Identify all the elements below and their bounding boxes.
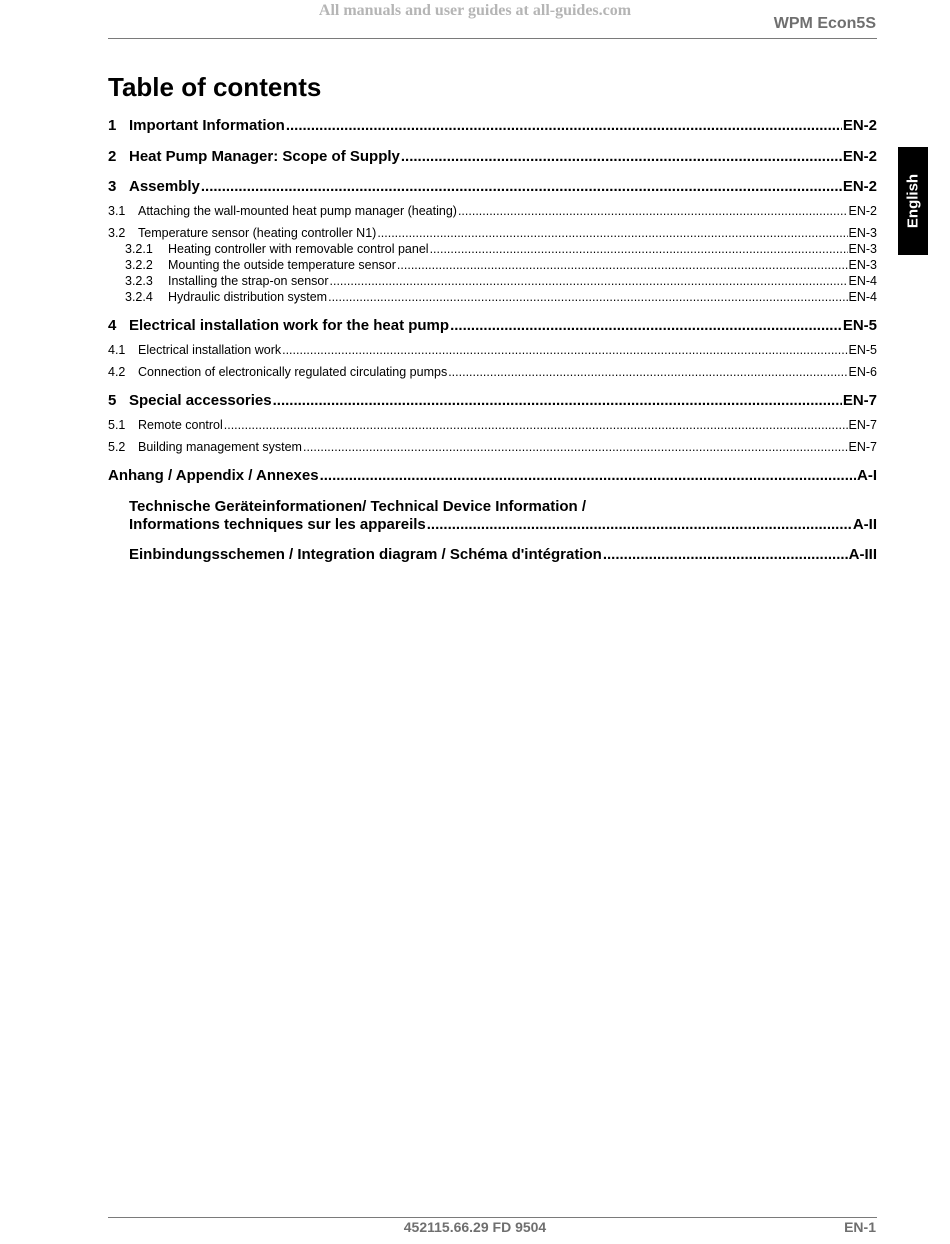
- page-number: EN-1: [844, 1219, 876, 1235]
- dot-leader: [427, 516, 852, 533]
- toc-entry-number: 2: [108, 148, 117, 165]
- toc-entry-5[interactable]: [108, 392, 877, 409]
- dot-leader: [328, 290, 847, 304]
- toc-entry-integration-diagram[interactable]: [108, 546, 877, 563]
- toc-entry-number: 5: [108, 392, 117, 409]
- toc-entry-page: A-I: [857, 467, 877, 484]
- dot-leader: [303, 440, 848, 454]
- document-header-title: WPM Econ5S: [773, 15, 876, 32]
- toc-entry-page: EN-5: [848, 343, 877, 357]
- toc-entry-title: Assembly: [129, 178, 200, 195]
- dot-leader: [286, 117, 842, 134]
- language-tab: [898, 147, 928, 255]
- toc-entry-page: EN-3: [848, 258, 877, 272]
- toc-entry-number: 3.2.1: [125, 242, 153, 256]
- toc-entry-page: EN-6: [848, 365, 877, 379]
- toc-entry-title: Remote control: [138, 418, 223, 432]
- toc-entry-number: 3.2.4: [125, 290, 153, 304]
- toc-entry-title: Installing the strap-on sensor: [168, 274, 329, 288]
- toc-entry-number: 4.1: [108, 343, 126, 357]
- dot-leader: [282, 343, 847, 357]
- toc-entry-3-2-3[interactable]: [108, 274, 877, 288]
- toc-entry-3-2-4[interactable]: [108, 290, 877, 304]
- toc-entry-5-1[interactable]: [108, 418, 877, 432]
- toc-entry-page: EN-3: [848, 242, 877, 256]
- dot-leader: [273, 392, 842, 409]
- dot-leader: [397, 258, 848, 272]
- toc-entry-title: Informations techniques sur les appareils: [129, 516, 426, 533]
- toc-entry-page: EN-7: [848, 440, 877, 454]
- toc-entry-page: EN-7: [848, 418, 877, 432]
- toc-entry-title: Electrical installation work for the heat pump: [129, 317, 450, 334]
- toc-entry-appendix[interactable]: [108, 467, 877, 484]
- dot-leader: [201, 178, 842, 195]
- header-divider: [108, 38, 877, 39]
- toc-entry-page: EN-5: [842, 317, 877, 334]
- toc-entry-title: Special accessories: [129, 392, 272, 409]
- toc-entry-number: 1: [108, 117, 117, 134]
- toc-entry-title: Anhang / Appendix / Annexes: [108, 467, 319, 484]
- toc-entry-device-info[interactable]: [108, 516, 877, 533]
- toc-entry-title: Building management system: [138, 440, 302, 454]
- toc-entry-3-2-1[interactable]: [108, 242, 877, 256]
- document-code: 452115.66.29 FD 9504: [403, 1219, 547, 1235]
- toc-entry-title: Heat Pump Manager: Scope of Supply: [129, 148, 400, 165]
- dot-leader: [450, 317, 842, 334]
- toc-entry-page: A-III: [848, 546, 877, 563]
- toc-entry-number: 4.2: [108, 365, 126, 379]
- toc-entry-page: EN-4: [848, 290, 877, 304]
- dot-leader: [401, 148, 842, 165]
- toc-entry-5-2[interactable]: [108, 440, 877, 454]
- toc-entry-number: 3.2.2: [125, 258, 153, 272]
- toc-entry-page: EN-2: [848, 204, 877, 218]
- toc-entry-title: Important Information: [129, 117, 285, 134]
- toc-entry-number: 5.2: [108, 440, 126, 454]
- dot-leader: [458, 204, 848, 218]
- toc-entry-page: EN-2: [842, 117, 877, 134]
- page-title: Table of contents: [108, 72, 322, 102]
- toc-entry-page: EN-2: [842, 178, 877, 195]
- dot-leader: [603, 546, 848, 563]
- dot-leader: [330, 274, 848, 288]
- toc-entry-3-2-2[interactable]: [108, 258, 877, 272]
- toc-entry-number: 3.1: [108, 204, 126, 218]
- toc-entry-page: EN-2: [842, 148, 877, 165]
- toc-entry-3[interactable]: [108, 178, 877, 195]
- dot-leader: [224, 418, 848, 432]
- toc-entry-3-2[interactable]: [108, 226, 877, 240]
- dot-leader: [377, 226, 847, 240]
- watermark: All manuals and user guides at all-guides.com: [318, 2, 632, 19]
- toc-entry-4-2[interactable]: [108, 365, 877, 379]
- toc-entry-page: EN-7: [842, 392, 877, 409]
- toc-entry-2[interactable]: [108, 148, 877, 165]
- toc-entry-1[interactable]: [108, 117, 877, 134]
- toc-entry-title: Electrical installation work: [138, 343, 282, 357]
- toc-entry-title: Connection of electronically regulated circulating pumps: [138, 365, 448, 379]
- dot-leader: [430, 242, 848, 256]
- toc-entry-4[interactable]: [108, 317, 877, 334]
- toc-entry-title: Einbindungsschemen / Integration diagram / Schéma d'intégration: [129, 546, 602, 563]
- dot-leader: [448, 365, 847, 379]
- dot-leader: [320, 467, 856, 484]
- toc-entry-number: 3.2.3: [125, 274, 153, 288]
- toc-entry-title: Hydraulic distribution system: [168, 290, 328, 304]
- toc-entry-page: A-II: [852, 516, 877, 533]
- toc-entry-number: 3: [108, 178, 117, 195]
- toc-entry-title: Attaching the wall-mounted heat pump manager (heating): [138, 204, 457, 218]
- toc-entry-page: EN-3: [848, 226, 877, 240]
- toc-entry-3-1[interactable]: [108, 204, 877, 218]
- toc-entry-page: EN-4: [848, 274, 877, 288]
- toc-entry-title: Temperature sensor (heating controller N1): [138, 226, 377, 240]
- language-tab-label: English: [904, 173, 922, 229]
- toc-entry-title: Heating controller with removable control panel: [168, 242, 429, 256]
- toc-entry-number: 3.2: [108, 226, 126, 240]
- toc-entry-number: 5.1: [108, 418, 126, 432]
- footer-divider: [108, 1217, 877, 1218]
- toc-entry-device-info-line1[interactable]: Technische Geräteinformationen/ Technical Device Information /: [129, 498, 587, 515]
- toc-entry-title: Mounting the outside temperature sensor: [168, 258, 396, 272]
- toc-entry-number: 4: [108, 317, 117, 334]
- toc-entry-4-1[interactable]: [108, 343, 877, 357]
